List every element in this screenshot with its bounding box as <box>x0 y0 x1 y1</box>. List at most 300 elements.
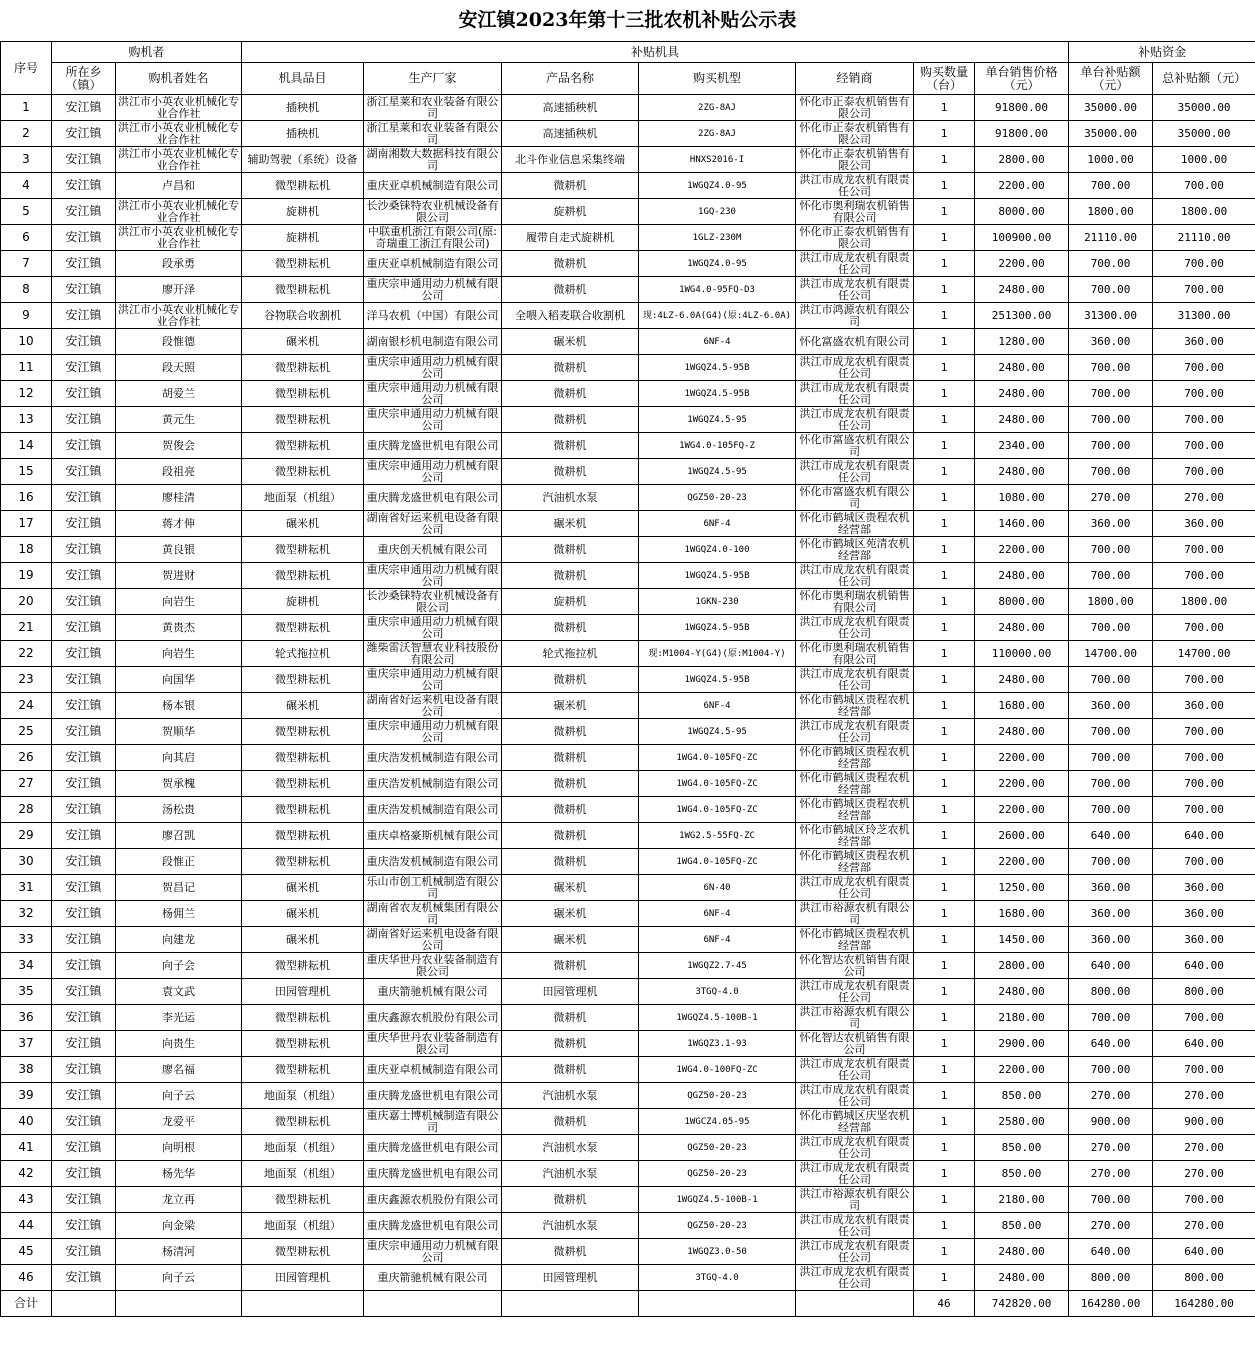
cell-dealer <box>796 953 914 979</box>
cell-town-text: 安江镇 <box>65 153 102 166</box>
cell-product-text: 高速插秧机 <box>542 101 598 114</box>
cell-price-text: 850.00 <box>1001 1219 1042 1232</box>
cell-maker <box>364 953 502 979</box>
cell-subsidy-text: 700.00 <box>1090 387 1131 400</box>
cell-item <box>242 719 364 745</box>
cell-product-text: 旋耕机 <box>553 595 587 608</box>
cell-buyer-text: 廖桂清 <box>162 491 195 504</box>
cell-item <box>242 953 364 979</box>
cell-seq <box>1 459 52 485</box>
cell-total-text: 700.00 <box>1184 1063 1224 1076</box>
cell-total <box>1153 303 1255 329</box>
cell-subsidy <box>1069 797 1153 823</box>
cell-subsidy <box>1069 927 1153 953</box>
cell-model-text: 2ZG-8AJ <box>698 128 736 139</box>
cell-town-text: 安江镇 <box>65 1115 102 1128</box>
cell-total-text: 700.00 <box>1184 777 1224 790</box>
cell-dealer-text: 洪江市裕源农机有限公司 <box>799 1005 910 1030</box>
cell-seq <box>1 1239 52 1265</box>
cell-dealer <box>796 251 914 277</box>
cell-product-text: 微耕机 <box>553 1037 587 1050</box>
cell-maker-text: 重庆华世丹农业装备制造有限公司 <box>366 1031 499 1056</box>
cell-item-text: 地面泵（机组） <box>264 1219 342 1232</box>
cell-subsidy-text: 35000.00 <box>1084 101 1138 114</box>
cell-model-text: 现:M1004-Y(G4)(原:M1004-Y) <box>648 648 786 659</box>
cell-item <box>242 745 364 771</box>
cell-item-text: 微型耕耘机 <box>275 361 331 374</box>
cell-dealer <box>796 173 914 199</box>
cell-model <box>639 589 796 615</box>
cell-model <box>639 823 796 849</box>
cell-subsidy <box>1069 485 1153 511</box>
cell-item-text: 微型耕耘机 <box>275 1063 331 1076</box>
cell-qty <box>914 693 975 719</box>
cell-subsidy <box>1069 1031 1153 1057</box>
cell-product-text: 田园管理机 <box>542 1271 598 1284</box>
cell-seq-text: 44 <box>18 1219 34 1232</box>
cell-subsidy <box>1069 459 1153 485</box>
totals-empty <box>502 1291 639 1317</box>
cell-product-text: 旋耕机 <box>553 205 587 218</box>
cell-product-text: 汽油机水泵 <box>542 1141 598 1154</box>
cell-model <box>639 1161 796 1187</box>
table-row <box>1 121 1255 147</box>
cell-item-text: 微型耕耘机 <box>275 959 331 972</box>
cell-model-text: 1WGQZ2.7-45 <box>687 960 747 971</box>
cell-seq-text: 35 <box>18 985 34 998</box>
cell-dealer-text: 洪江市成龙农机有限责任公司 <box>799 459 910 484</box>
cell-seq <box>1 537 52 563</box>
subsidy-table <box>0 41 1255 1317</box>
cell-total <box>1153 407 1255 433</box>
cell-town <box>52 225 116 251</box>
cell-maker-text: 重庆华世丹农业装备制造有限公司 <box>366 953 499 978</box>
cell-subsidy-text: 35000.00 <box>1084 127 1138 140</box>
cell-item-text: 田园管理机 <box>275 1271 331 1284</box>
cell-subsidy <box>1069 121 1153 147</box>
cell-maker <box>364 303 502 329</box>
cell-town <box>52 173 116 199</box>
cell-subsidy-text: 270.00 <box>1090 1089 1131 1102</box>
cell-maker-text: 重庆箭驰机械有限公司 <box>377 985 488 998</box>
cell-seq <box>1 199 52 225</box>
cell-total-text: 360.00 <box>1184 335 1224 348</box>
cell-item <box>242 225 364 251</box>
cell-qty <box>914 953 975 979</box>
cell-product-text: 碾米机 <box>553 881 587 894</box>
cell-item <box>242 797 364 823</box>
cell-price-text: 8000.00 <box>998 205 1045 218</box>
cell-seq-text: 2 <box>22 127 30 140</box>
totals-empty <box>116 1291 242 1317</box>
cell-model-text: 1WGQZ4.5-95 <box>687 726 747 737</box>
cell-qty <box>914 147 975 173</box>
cell-seq-text: 39 <box>18 1089 34 1102</box>
cell-maker-text: 重庆浩发机械制造有限公司 <box>366 751 499 764</box>
cell-seq-text: 1 <box>22 101 30 114</box>
cell-dealer <box>796 563 914 589</box>
cell-price <box>975 329 1069 355</box>
cell-qty-text: 1 <box>940 595 948 608</box>
cell-maker <box>364 1031 502 1057</box>
cell-seq-text: 46 <box>18 1271 34 1284</box>
cell-model <box>639 693 796 719</box>
cell-seq <box>1 849 52 875</box>
cell-product <box>502 797 639 823</box>
cell-maker <box>364 849 502 875</box>
cell-dealer-text: 怀化市鹤城区贵程农机经营部 <box>799 927 910 952</box>
cell-qty-text: 1 <box>940 387 948 400</box>
cell-product <box>502 329 639 355</box>
cell-seq <box>1 1213 52 1239</box>
cell-dealer <box>796 823 914 849</box>
cell-total-text: 21110.00 <box>1177 231 1231 244</box>
cell-subsidy <box>1069 1161 1153 1187</box>
cell-qty-text: 1 <box>940 751 948 764</box>
cell-total <box>1153 1083 1255 1109</box>
cell-price <box>975 1057 1069 1083</box>
cell-qty <box>914 641 975 667</box>
cell-qty <box>914 667 975 693</box>
cell-qty <box>914 251 975 277</box>
cell-town <box>52 667 116 693</box>
cell-price-text: 2480.00 <box>998 621 1045 634</box>
cell-price <box>975 979 1069 1005</box>
cell-total-text: 35000.00 <box>1177 127 1231 140</box>
header-maker: 生产厂家 <box>364 63 502 95</box>
cell-price-text: 1450.00 <box>998 933 1045 946</box>
cell-model <box>639 797 796 823</box>
cell-maker <box>364 95 502 121</box>
cell-subsidy-text: 800.00 <box>1090 985 1131 998</box>
cell-subsidy-text: 1800.00 <box>1087 595 1134 608</box>
cell-model-text: QGZ50-20-23 <box>687 492 747 503</box>
cell-price-text: 2480.00 <box>998 413 1045 426</box>
cell-town-text: 安江镇 <box>65 1089 102 1102</box>
cell-model <box>639 407 796 433</box>
cell-maker-text: 洋马农机（中国）有限公司 <box>366 309 499 322</box>
cell-dealer-text: 怀化市鹤城区庆坚农机经营部 <box>799 1109 910 1134</box>
cell-dealer-text: 洪江市成龙农机有限责任公司 <box>799 1135 910 1160</box>
cell-buyer-text: 廖名福 <box>162 1063 195 1076</box>
cell-seq <box>1 1005 52 1031</box>
cell-buyer-text: 向金梁 <box>162 1219 195 1232</box>
cell-qty <box>914 1239 975 1265</box>
cell-product <box>502 667 639 693</box>
cell-town-text: 安江镇 <box>65 309 102 322</box>
table-row <box>1 745 1255 771</box>
cell-buyer <box>116 225 242 251</box>
table-row <box>1 1161 1255 1187</box>
cell-seq-text: 5 <box>22 205 30 218</box>
cell-dealer-text: 怀化市富盛农机有限公司 <box>799 433 910 458</box>
cell-item <box>242 355 364 381</box>
cell-price-text: 251300.00 <box>991 309 1052 322</box>
cell-model-text: 1WGCZ4.05-95 <box>684 1116 750 1127</box>
cell-buyer <box>116 745 242 771</box>
cell-item <box>242 511 364 537</box>
cell-total-text: 270.00 <box>1184 1089 1224 1102</box>
cell-product <box>502 459 639 485</box>
cell-item <box>242 1135 364 1161</box>
cell-seq-text: 22 <box>18 647 34 660</box>
header-subsidy: 单台补贴额（元） <box>1069 63 1153 95</box>
table-row <box>1 537 1255 563</box>
cell-qty-text: 1 <box>940 673 948 686</box>
table-row <box>1 511 1255 537</box>
cell-buyer <box>116 459 242 485</box>
cell-maker-text: 湖南省农友机械集团有限公司 <box>366 901 499 926</box>
cell-dealer <box>796 381 914 407</box>
table-row <box>1 615 1255 641</box>
cell-maker <box>364 719 502 745</box>
cell-total <box>1153 147 1255 173</box>
cell-product <box>502 1265 639 1291</box>
cell-model <box>639 979 796 1005</box>
cell-item-text: 旋耕机 <box>286 205 320 218</box>
cell-qty-text: 1 <box>940 1063 948 1076</box>
cell-dealer <box>796 927 914 953</box>
cell-price <box>975 511 1069 537</box>
cell-model <box>639 953 796 979</box>
cell-model <box>639 1057 796 1083</box>
cell-price <box>975 693 1069 719</box>
cell-seq <box>1 329 52 355</box>
cell-maker-text: 重庆宗申通用动力机械有限公司 <box>366 407 499 432</box>
cell-dealer-text: 洪江市成龙农机有限责任公司 <box>799 1239 910 1264</box>
cell-item-text: 微型耕耘机 <box>275 1245 331 1258</box>
cell-price <box>975 1005 1069 1031</box>
cell-subsidy <box>1069 277 1153 303</box>
cell-maker <box>364 615 502 641</box>
cell-seq-text: 26 <box>18 751 34 764</box>
cell-item-text: 微型耕耘机 <box>275 829 331 842</box>
cell-seq-text: 42 <box>18 1167 34 1180</box>
cell-town <box>52 1161 116 1187</box>
cell-model-text: 1WG4.0-95FQ-D3 <box>679 284 755 295</box>
cell-town-text: 安江镇 <box>65 595 102 608</box>
cell-town-text: 安江镇 <box>65 1141 102 1154</box>
cell-item-text: 微型耕耘机 <box>275 777 331 790</box>
cell-buyer-text: 洪江市小英农业机械化专业合作社 <box>118 199 239 224</box>
cell-dealer-text: 怀化市鹤城区苑清农机经营部 <box>799 537 910 562</box>
cell-total <box>1153 719 1255 745</box>
table-row <box>1 199 1255 225</box>
cell-dealer-text: 怀化智达农机销售有限公司 <box>799 1031 910 1056</box>
cell-maker <box>364 225 502 251</box>
cell-subsidy <box>1069 875 1153 901</box>
cell-town-text: 安江镇 <box>65 491 102 504</box>
cell-qty <box>914 303 975 329</box>
cell-dealer <box>796 537 914 563</box>
cell-item <box>242 1161 364 1187</box>
cell-subsidy-text: 700.00 <box>1090 777 1131 790</box>
cell-seq-text: 9 <box>22 309 30 322</box>
cell-model-text: 2ZG-8AJ <box>698 102 736 113</box>
cell-product-text: 碾米机 <box>553 335 587 348</box>
cell-subsidy-text: 360.00 <box>1090 699 1131 712</box>
cell-dealer <box>796 1135 914 1161</box>
cell-price <box>975 745 1069 771</box>
cell-product <box>502 381 639 407</box>
cell-qty-text: 1 <box>940 1193 948 1206</box>
cell-product <box>502 693 639 719</box>
cell-qty-text: 1 <box>940 1115 948 1128</box>
cell-model-text: 6NF-4 <box>703 518 731 529</box>
cell-total-text: 640.00 <box>1184 829 1224 842</box>
cell-qty <box>914 771 975 797</box>
cell-price <box>975 563 1069 589</box>
cell-maker-text: 重庆亚卓机械制造有限公司 <box>366 179 499 192</box>
cell-model-text: 1WGQZ3.1-93 <box>687 1038 747 1049</box>
cell-seq <box>1 797 52 823</box>
cell-maker <box>364 693 502 719</box>
cell-qty <box>914 1187 975 1213</box>
cell-seq <box>1 1083 52 1109</box>
cell-model-text: 6NF-4 <box>703 700 731 711</box>
cell-seq <box>1 147 52 173</box>
cell-product <box>502 433 639 459</box>
cell-total <box>1153 1057 1255 1083</box>
cell-price-text: 2480.00 <box>998 569 1045 582</box>
cell-seq <box>1 381 52 407</box>
table-row <box>1 1239 1255 1265</box>
cell-model-text: QGZ50-20-23 <box>687 1142 747 1153</box>
cell-maker-text: 浙江星莱和农业装备有限公司 <box>366 95 499 120</box>
cell-item <box>242 173 364 199</box>
cell-buyer <box>116 251 242 277</box>
cell-dealer <box>796 303 914 329</box>
cell-dealer <box>796 797 914 823</box>
cell-buyer-text: 贺昌记 <box>162 881 195 894</box>
cell-total-text: 700.00 <box>1184 387 1224 400</box>
cell-total <box>1153 875 1255 901</box>
cell-dealer <box>796 433 914 459</box>
cell-buyer <box>116 979 242 1005</box>
cell-model <box>639 381 796 407</box>
cell-model <box>639 459 796 485</box>
cell-model-text: 1WGQZ4.0-100 <box>684 544 750 555</box>
cell-seq-text: 33 <box>18 933 34 946</box>
cell-total-text: 700.00 <box>1184 465 1224 478</box>
cell-model-text: QGZ50-20-23 <box>687 1090 747 1101</box>
table-row <box>1 95 1255 121</box>
cell-seq <box>1 303 52 329</box>
cell-subsidy-text: 31300.00 <box>1084 309 1138 322</box>
cell-town <box>52 1265 116 1291</box>
page-title: 安江镇2023年第十三批农机补贴公示表 <box>458 9 797 31</box>
cell-qty-text: 1 <box>940 1245 948 1258</box>
cell-town <box>52 277 116 303</box>
cell-item-text: 旋耕机 <box>286 231 320 244</box>
cell-dealer <box>796 1161 914 1187</box>
cell-maker-text: 重庆鑫源农机股份有限公司 <box>366 1011 499 1024</box>
cell-town <box>52 745 116 771</box>
cell-product-text: 微耕机 <box>553 1115 587 1128</box>
cell-price-text: 850.00 <box>1001 1141 1042 1154</box>
cell-model <box>639 667 796 693</box>
table-row <box>1 1135 1255 1161</box>
cell-town <box>52 641 116 667</box>
cell-product <box>502 589 639 615</box>
cell-subsidy <box>1069 1187 1153 1213</box>
cell-model <box>639 719 796 745</box>
cell-item <box>242 641 364 667</box>
cell-total <box>1153 277 1255 303</box>
cell-qty-text: 1 <box>940 699 948 712</box>
cell-town <box>52 511 116 537</box>
cell-product-text: 高速插秧机 <box>542 127 598 140</box>
cell-buyer <box>116 1135 242 1161</box>
cell-product <box>502 277 639 303</box>
cell-buyer <box>116 771 242 797</box>
cell-subsidy <box>1069 355 1153 381</box>
cell-price-text: 2180.00 <box>998 1193 1045 1206</box>
totals-empty <box>52 1291 116 1317</box>
cell-subsidy <box>1069 615 1153 641</box>
cell-item-text: 轮式拖拉机 <box>275 647 331 660</box>
cell-total <box>1153 745 1255 771</box>
cell-price-text: 91800.00 <box>995 127 1049 140</box>
cell-item-text: 微型耕耘机 <box>275 1037 331 1050</box>
cell-maker <box>364 1265 502 1291</box>
cell-buyer-text: 向国华 <box>162 673 195 686</box>
cell-qty-text: 1 <box>940 907 948 920</box>
cell-town <box>52 433 116 459</box>
cell-price-text: 2340.00 <box>998 439 1045 452</box>
cell-product-text: 汽油机水泵 <box>542 491 598 504</box>
cell-maker <box>364 641 502 667</box>
cell-buyer <box>116 875 242 901</box>
cell-model-text: 3TGQ-4.0 <box>695 986 739 997</box>
cell-buyer <box>116 641 242 667</box>
cell-buyer-text: 向子会 <box>162 959 195 972</box>
cell-item-text: 微型耕耘机 <box>275 387 331 400</box>
cell-price <box>975 355 1069 381</box>
cell-price <box>975 589 1069 615</box>
cell-item-text: 微型耕耘机 <box>275 465 331 478</box>
cell-seq-text: 18 <box>18 543 34 556</box>
cell-maker <box>364 927 502 953</box>
cell-subsidy-text: 800.00 <box>1090 1271 1131 1284</box>
cell-product <box>502 407 639 433</box>
cell-qty-text: 1 <box>940 855 948 868</box>
cell-item-text: 碾米机 <box>286 881 320 894</box>
cell-town-text: 安江镇 <box>65 465 102 478</box>
table-row <box>1 771 1255 797</box>
cell-town-text: 安江镇 <box>65 1219 102 1232</box>
cell-total <box>1153 537 1255 563</box>
cell-item-text: 地面泵（机组） <box>264 1167 342 1180</box>
cell-model <box>639 225 796 251</box>
cell-buyer <box>116 1239 242 1265</box>
cell-model <box>639 147 796 173</box>
cell-qty-text: 1 <box>940 647 948 660</box>
cell-buyer <box>116 797 242 823</box>
cell-dealer <box>796 719 914 745</box>
cell-buyer-text: 向其启 <box>162 751 195 764</box>
cell-model <box>639 641 796 667</box>
cell-total-text: 700.00 <box>1184 543 1224 556</box>
cell-total <box>1153 329 1255 355</box>
cell-subsidy-text: 700.00 <box>1090 803 1131 816</box>
cell-model <box>639 121 796 147</box>
header-fund-group: 补贴资金 <box>1069 42 1255 63</box>
cell-total-text: 360.00 <box>1184 517 1224 530</box>
cell-qty-text: 1 <box>940 101 948 114</box>
cell-item-text: 插秧机 <box>286 101 320 114</box>
cell-town <box>52 719 116 745</box>
